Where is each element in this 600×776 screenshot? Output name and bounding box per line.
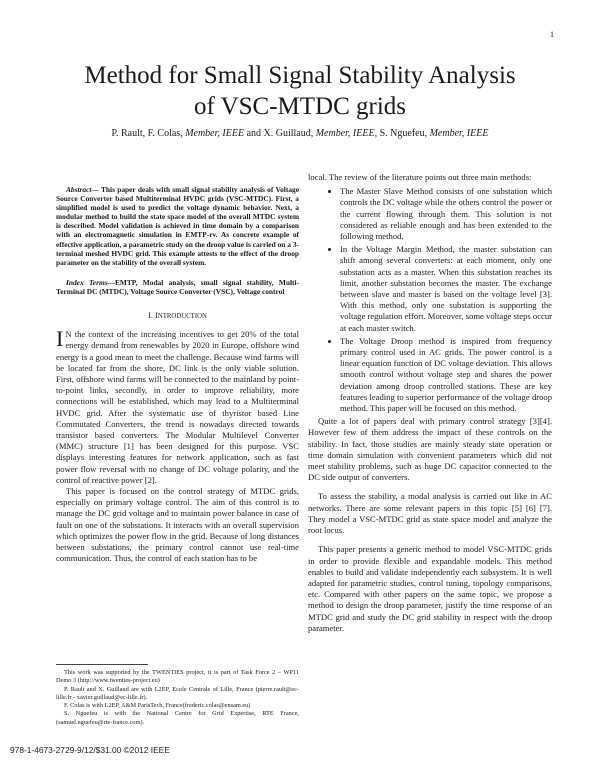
list-item: • In the Voltage Margin Method, the master substation can shift among several converters: at each moment, only one substation acts as a master. When this substation reaches its limit, another substation becomes the master. The exchange between slave and master is based on the voltage level [3]. With this method, only one substation is supporting the voltage regulation effort. Moreover, some voltage steps occur at each master switch. (340, 244, 552, 334)
author-list (0, 128, 600, 139)
right-paragraph-3: To assess the stability, a modal analysis is carried out like in AC networks. There are some relevant papers in this topic [5] [6] [7]. They model a VSC-MTDC grid as state space model and analyze the root locus. (308, 491, 552, 536)
right-paragraph-2: Quite a lot of papers deal with primary control strategy [3][4]. However few of them address the impact of these controls on the stability. In fact, those studies are mainly steady state operation or time domain simulation with convenient parameters which did not meet stability problems, such as huge DC capacitor connected to the DC side output of converters. (308, 416, 552, 483)
footnote-funding: This work was supported by the TWENTIES project, it is part of Task Force 2 – WP11 Demo 3 (http://www.twenties-project.eu) (56, 669, 299, 685)
section-heading (56, 310, 299, 322)
section-title: NTRODUCTION (157, 313, 207, 321)
author-1-role: Member, IEEE (185, 128, 245, 139)
drop-cap: I (56, 326, 64, 352)
index-terms (56, 278, 299, 296)
title-line-2: of VSC-MTDC grids (193, 93, 407, 120)
copyright-notice: 978-1-4673-2729-9/12/$31.00 ©2012 IEEE (10, 745, 170, 755)
right-paragraph-start: local. The review of the literature points out three main methods: (308, 172, 532, 182)
footnote-affiliation-2: F. Colas is with L2EP, A&M ParisTech, France(frederic.colas@ensam.eu) (64, 702, 251, 710)
author-3-role: Member, IEEE (429, 128, 489, 139)
index-text: —EMTP, Modal analysis, small signal stability, Multi-Terminal DC (MTDC), Voltage Source Converter (VSC), Voltage control (56, 277, 300, 296)
page-number: 1 (550, 30, 554, 39)
author-1: P. Rault, F. Colas, (111, 128, 186, 139)
author-2-role: Member, IEEE, (315, 128, 378, 139)
footnote-rule (56, 664, 148, 665)
footnote-affiliation-3: S. Nguefeu is with the National Centre for Grid Expertise, RTE France, (samuel.nguefeu@rte-france.com). (56, 710, 299, 726)
footnote-affiliation-1: P. Rault and X. Guillaud are with L2EP, Ecole Centrale of Lille, France (pierre.rault@ec-lille.fr - xavier.guillaud@ec-lille.fr). (56, 685, 299, 701)
index-label: Index Terms (66, 277, 108, 287)
right-paragraph-4: This paper presents a generic method to model VSC-MTDC grids in order to provide flexible and expandable models. This method enables to build and validate independently each subsystem. It is well adapted for parametric studies, control tuning, topology comparisons, etc. Compared with other papers on the same topic, we propose a method to design the droop parameter, justify the time response of an MTDC grid and study the DC grid stability in respect with the droop parameter. (308, 544, 552, 633)
abstract (56, 185, 299, 267)
paper-title (0, 60, 600, 122)
right-column (308, 172, 552, 634)
author-3: S. Nguefeu, (377, 128, 430, 139)
intro-paragraph-2: This paper is focused on the control strategy of MTDC grids, especially on primary voltage control. The aim of this control is to manage the DC grid voltage and to maintain power balance in case of fault on one of the substations. It interacts with an overall supervision which optimizes the power flow in the grid. Because of long distances between substations, the primary control cannot use real-time communication. Thus, the control of each station has to be (56, 486, 299, 564)
abstract-label: Abstract (66, 185, 92, 194)
intro-paragraph-1 (56, 326, 299, 486)
abstract-text: — This paper deals with small signal stability analysis of Voltage Source Converter based Multiterminal HVDC grids (VSC-MTDC). First, a simplified model is used to predict the voltage dynamic behavior. Next, a modular method to build the state space model of the overall MTDC system is described. Model validation is achieved in time domain by a comparison with an electromagnetic simulation in EMTP-rv. As concrete example of effective application, a parametric study on the droop value is carried on a 3-terminal meshed HVDC grid. This example attests to the effect of the droop parameter on the stability of the overall system. (56, 185, 299, 267)
methods-list (308, 186, 552, 414)
footnotes (56, 669, 299, 727)
author-2: and X. Guillaud, (244, 128, 316, 139)
section-numeral: I. I (148, 311, 158, 321)
list-item: • The Voltage Droop method is inspired from frequency primary control used in AC grids. The power control is a linear equation function of DC voltage deviation. This allows smooth control without voltage step and shares the power deviation among droop controlled stations. These are key features leading to superior performance of the voltage droop method. This paper will be focused on this method. (340, 336, 552, 414)
intro-paragraph-1-text: N the context of the increasing incentives to get 20% of the total energy demand from renewables by 2020 in Europe, offshore wind energy is a good mean to meet the challenge. Because wind farms will be located far from the shore, DC link is the only viable solution. First, offshore wind farms will be connected to the mainland by point-to-point links, secondly, in order to improve reliability, more connections will be established, which may lead to a Multiterminal HVDC grid. After the systematic use of thyristor based Line Commutated Converters, the trend is nowadays directed towards transistor based converters. The Modular Multilevel Converter (MMC) structure [1] has been designed for this purpose. VSC displays interesting features for network application, such as fast power flow reversal with no change of DC voltage polarity, and the control of reactive power [2]. (56, 329, 299, 485)
list-item: • The Master Slave Method consists of one substation which controls the DC voltage while the others control the power or the current flowing through them. This solution is not considered as reliable enough and has been extended to the following method. (340, 186, 552, 242)
left-column (56, 185, 299, 565)
title-line-1: Method for Small Signal Stability Analysis (84, 62, 516, 89)
